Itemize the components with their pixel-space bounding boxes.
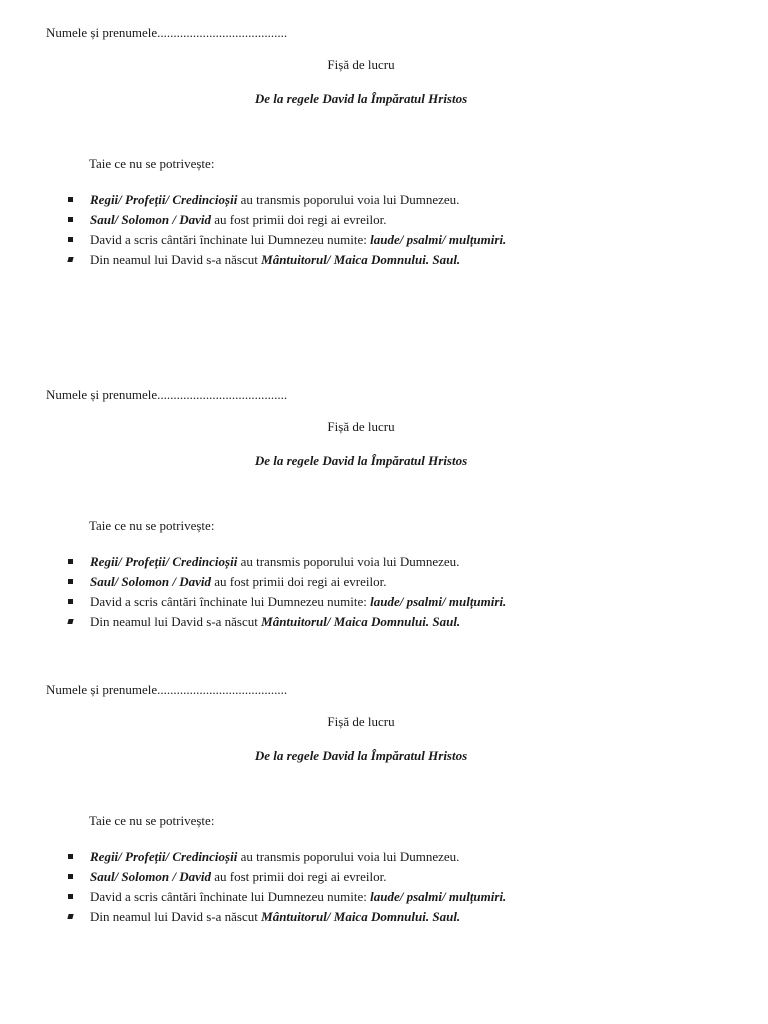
answer-options: laude/ psalmi/ mulțumiri.	[370, 232, 507, 247]
exercise-item	[0, 887, 506, 907]
bullet-icon	[68, 854, 73, 859]
item-text: David a scris cântări închinate lui Dumnezeu numite:	[90, 232, 371, 247]
worksheet-title: Fișă de lucru	[327, 714, 395, 729]
item-text: au transmis poporului voia lui Dumnezeu.	[237, 849, 460, 864]
answer-options: Regii/ Profeții/ Credincioșii	[90, 849, 238, 864]
instruction-text: Taie ce nu se potrivește:	[89, 813, 215, 828]
name-field-label: Numele și prenumele........................................	[46, 25, 288, 40]
answer-options: Regii/ Profeții/ Credincioșii	[90, 192, 238, 207]
exercise-item	[0, 210, 506, 230]
instruction-text: Taie ce nu se potrivește:	[89, 156, 215, 171]
exercise-item	[0, 592, 506, 612]
answer-options: Saul/ Solomon / David	[90, 212, 211, 227]
instruction-text: Taie ce nu se potrivește:	[89, 518, 215, 533]
exercise-item	[0, 612, 506, 632]
exercise-list	[0, 552, 506, 632]
answer-options: laude/ psalmi/ mulțumiri.	[370, 594, 507, 609]
item-text: Din neamul lui David s-a născut	[90, 909, 262, 924]
name-field-label: Numele și prenumele........................................	[46, 682, 288, 697]
bullet-icon	[68, 579, 73, 584]
bullet-icon	[68, 599, 73, 604]
answer-options: Regii/ Profeții/ Credincioșii	[90, 554, 238, 569]
name-field-label: Numele și prenumele........................................	[46, 387, 288, 402]
bullet-icon	[68, 237, 73, 242]
exercise-list	[0, 847, 506, 927]
bullet-icon	[68, 217, 73, 222]
worksheet-subtitle: De la regele David la Împăratul Hristos	[254, 91, 468, 106]
exercise-item	[0, 867, 506, 887]
exercise-item	[0, 552, 506, 572]
exercise-item	[0, 230, 506, 250]
answer-options: Saul/ Solomon / David	[90, 574, 211, 589]
bullet-icon	[68, 559, 73, 564]
worksheet-title: Fișă de lucru	[327, 57, 395, 72]
worksheet-title: Fișă de lucru	[327, 419, 395, 434]
item-text: au fost primii doi regi ai evreilor.	[211, 574, 387, 589]
answer-options: Mântuitorul/ Maica Domnului. Saul.	[261, 909, 461, 924]
exercise-item	[0, 190, 506, 210]
worksheet-subtitle: De la regele David la Împăratul Hristos	[254, 453, 468, 468]
answer-options: Mântuitorul/ Maica Domnului. Saul.	[261, 252, 461, 267]
bullet-icon	[67, 619, 73, 624]
worksheet-subtitle: De la regele David la Împăratul Hristos	[254, 748, 468, 763]
bullet-icon	[68, 197, 73, 202]
bullet-icon	[68, 874, 73, 879]
bullet-icon	[67, 914, 73, 919]
exercise-item	[0, 250, 506, 270]
item-text: David a scris cântări închinate lui Dumnezeu numite:	[90, 594, 371, 609]
item-text: Din neamul lui David s-a născut	[90, 252, 262, 267]
item-text: au fost primii doi regi ai evreilor.	[211, 212, 387, 227]
answer-options: Saul/ Solomon / David	[90, 869, 211, 884]
answer-options: laude/ psalmi/ mulțumiri.	[370, 889, 507, 904]
bullet-icon	[67, 257, 73, 262]
item-text: au transmis poporului voia lui Dumnezeu.	[237, 192, 460, 207]
bullet-icon	[68, 894, 73, 899]
exercise-list	[0, 190, 506, 270]
item-text: au fost primii doi regi ai evreilor.	[211, 869, 387, 884]
item-text: au transmis poporului voia lui Dumnezeu.	[237, 554, 460, 569]
exercise-item	[0, 847, 506, 867]
item-text: Din neamul lui David s-a născut	[90, 614, 262, 629]
answer-options: Mântuitorul/ Maica Domnului. Saul.	[261, 614, 461, 629]
item-text: David a scris cântări închinate lui Dumnezeu numite:	[90, 889, 371, 904]
exercise-item	[0, 907, 506, 927]
exercise-item	[0, 572, 506, 592]
